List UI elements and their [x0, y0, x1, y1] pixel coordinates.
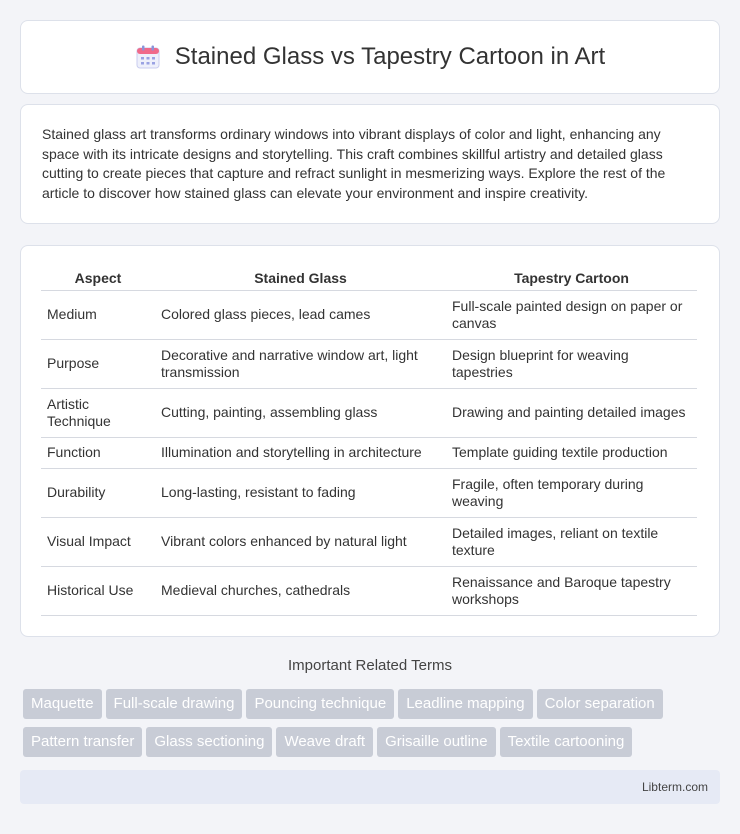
table-cell: Artistic Technique	[41, 389, 155, 438]
table-cell: Drawing and painting detailed images	[446, 389, 697, 438]
table-row	[41, 291, 697, 340]
table-cell: Decorative and narrative window art, light transmission	[155, 340, 446, 389]
table-cell: Medium	[41, 291, 155, 340]
intro-card	[20, 104, 720, 224]
table-row	[41, 340, 697, 389]
related-term-tag[interactable]: Color separation	[537, 689, 663, 719]
related-term-tag[interactable]: Grisaille outline	[377, 727, 496, 757]
table-cell: Template guiding textile production	[446, 438, 697, 469]
table-cell: Design blueprint for weaving tapestries	[446, 340, 697, 389]
table-row	[41, 567, 697, 616]
related-term-tag[interactable]: Pattern transfer	[23, 727, 142, 757]
table-cell: Visual Impact	[41, 518, 155, 567]
table-cell: Function	[41, 438, 155, 469]
table-header-row	[41, 266, 697, 291]
related-term-tag[interactable]: Glass sectioning	[146, 727, 272, 757]
related-terms-title: Important Related Terms	[288, 657, 452, 674]
table-cell: Cutting, painting, assembling glass	[155, 389, 446, 438]
title-card	[20, 20, 720, 94]
related-term-tag[interactable]: Textile cartooning	[500, 727, 633, 757]
calendar-icon	[135, 44, 161, 70]
related-term-tag[interactable]: Pouncing technique	[246, 689, 394, 719]
intro-text: Stained glass art transforms ordinary windows into vibrant displays of color and light, enhancing any space with its intricate designs and storytelling. This craft combines skillful artistry and detailed glass cutting to create pieces that capture and refract sunlight in mesmerizing ways. Explore the rest of the article to discover how stained glass can elevate your environment and inspire creativity.	[42, 126, 666, 201]
table-cell: Vibrant colors enhanced by natural light	[155, 518, 446, 567]
table-row	[41, 518, 697, 567]
column-header: Aspect	[41, 266, 155, 291]
related-term-tag[interactable]: Full-scale drawing	[106, 689, 243, 719]
table-row	[41, 469, 697, 518]
table-row	[41, 438, 697, 469]
comparison-table	[41, 266, 697, 616]
table-cell: Long-lasting, resistant to fading	[155, 469, 446, 518]
page-title: Stained Glass vs Tapestry Cartoon in Art	[174, 43, 606, 70]
table-cell: Purpose	[41, 340, 155, 389]
related-term-tag[interactable]: Leadline mapping	[398, 689, 532, 719]
table-cell: Fragile, often temporary during weaving	[446, 469, 697, 518]
table-cell: Colored glass pieces, lead cames	[155, 291, 446, 340]
table-cell: Illumination and storytelling in architecture	[155, 438, 446, 469]
comparison-card	[20, 245, 720, 637]
table-cell: Detailed images, reliant on textile texture	[446, 518, 697, 567]
related-term-tag[interactable]: Weave draft	[276, 727, 373, 757]
column-header: Tapestry Cartoon	[446, 266, 697, 291]
footer-site-link[interactable]: Libterm.com	[641, 780, 708, 794]
related-terms-list	[23, 689, 723, 765]
table-cell: Durability	[41, 469, 155, 518]
footer	[20, 770, 720, 804]
related-term-tag[interactable]: Maquette	[23, 689, 102, 719]
table-cell: Renaissance and Baroque tapestry workshops	[446, 567, 697, 616]
table-cell: Full-scale painted design on paper or canvas	[446, 291, 697, 340]
table-row	[41, 389, 697, 438]
table-cell: Medieval churches, cathedrals	[155, 567, 446, 616]
column-header: Stained Glass	[155, 266, 446, 291]
table-cell: Historical Use	[41, 567, 155, 616]
